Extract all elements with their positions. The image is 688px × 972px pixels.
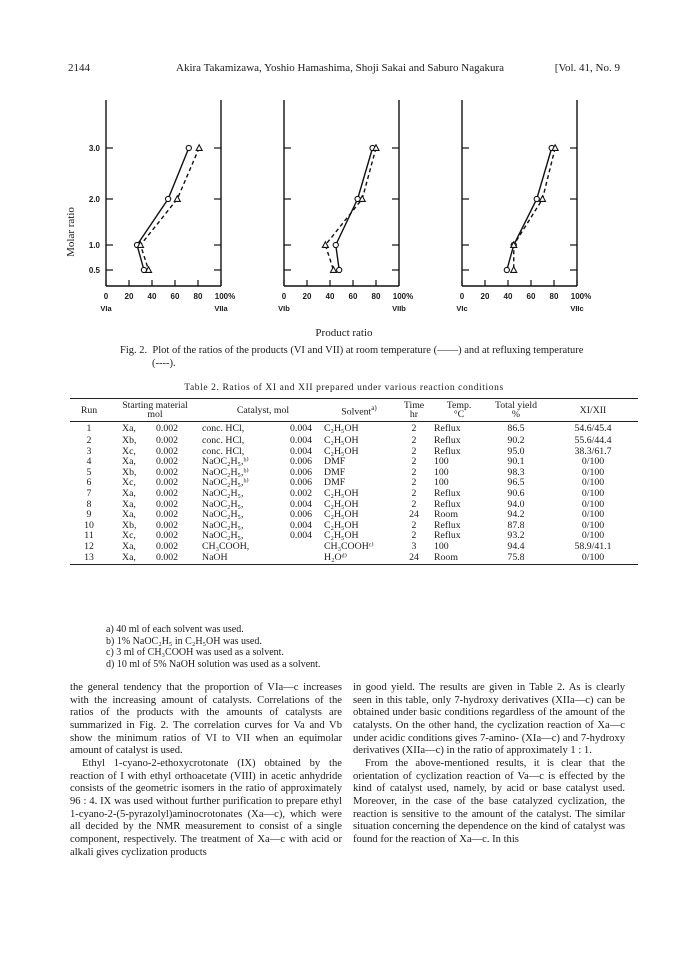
table-footnotes xyxy=(106,624,586,670)
catalyst-mol: 0.004 xyxy=(290,423,313,434)
cell-starting-material xyxy=(108,422,202,437)
cell-solvent: C₂H₅OH xyxy=(324,519,359,531)
cell-temp: Reflux xyxy=(434,498,461,510)
catalyst-name: NaOC₂H₅, xyxy=(202,530,244,542)
data-point-circle xyxy=(337,267,342,272)
x-tick-label: 0 xyxy=(103,292,109,301)
catalyst-name: NaOC₂H₅, xyxy=(202,498,244,510)
y-tick-label: 0.5 xyxy=(88,266,100,275)
catalyst-name: NaOC₂H₅,ᵇ⁾ xyxy=(202,477,249,489)
table-row xyxy=(70,422,638,437)
sm-name: Xc, xyxy=(122,445,136,457)
caption-number: Fig. 2. xyxy=(120,345,148,356)
header-catalyst: Catalyst, mol xyxy=(202,399,324,422)
cell-yield: 93.2 xyxy=(507,530,525,542)
cell-yield: 87.8 xyxy=(507,519,525,531)
cell-time: 2 xyxy=(411,487,417,499)
cell-run: 13 xyxy=(70,553,108,565)
catalyst-name: conc. HCl, xyxy=(202,435,245,446)
sm-name: Xc, xyxy=(122,530,136,542)
footnote-c: c) 3 ml of CH₃COOH was used as a solvent. xyxy=(106,647,284,659)
sm-name: Xa, xyxy=(122,540,136,552)
cell-ratio: 0/100 xyxy=(581,466,605,478)
cell-temp: Reflux xyxy=(434,445,461,457)
cell-starting-material xyxy=(108,436,202,447)
cell-run: 7 xyxy=(86,487,92,499)
cell-run: 3 xyxy=(86,445,92,457)
catalyst-name: NaOC₂H₅,ᵇ⁾ xyxy=(202,456,249,468)
cell-starting-material xyxy=(108,489,202,500)
header-sm-unit: mol xyxy=(147,409,163,420)
cell-run: 6 xyxy=(86,477,92,489)
cell-time: 2 xyxy=(411,530,417,542)
cell-ratio: 0/100 xyxy=(581,487,605,499)
header-xi-xii: XI/XII xyxy=(548,399,638,422)
sm-name: Xa, xyxy=(122,487,136,499)
catalyst-mol: 0.004 xyxy=(290,445,313,457)
sm-name: Xa, xyxy=(122,423,136,434)
cell-time: 2 xyxy=(411,423,417,434)
header-solvent-note: a) xyxy=(371,403,377,412)
cell-starting-material xyxy=(108,542,202,553)
data-point-triangle xyxy=(174,196,180,202)
catalyst-mol: 0.004 xyxy=(290,435,313,446)
cell-time: 24 xyxy=(394,553,434,565)
cell-time: 2 xyxy=(411,477,417,489)
cell-ratio: 0/100 xyxy=(581,498,605,510)
x-tick-label: 40 xyxy=(147,292,157,301)
x-tick-label: 0 xyxy=(459,292,465,301)
catalyst-name: conc. HCl, xyxy=(202,445,245,457)
sm-name: Xb, xyxy=(122,466,137,478)
data-point-triangle xyxy=(511,267,517,273)
data-point-triangle xyxy=(511,242,517,248)
table-title: Table 2. Ratios of XI and XII prepared under various reaction conditions xyxy=(184,383,504,393)
cell-yield: 94.2 xyxy=(507,509,525,521)
header-time-unit: hr xyxy=(409,409,419,420)
cell-solvent: C₂H₅OH xyxy=(324,530,359,542)
header-run: Run xyxy=(70,399,108,422)
x-tick-label: 20 xyxy=(480,292,490,301)
cell-solvent: C₂H₅OH xyxy=(324,435,359,446)
sm-mol: 0.002 xyxy=(156,445,179,457)
figure-2 xyxy=(64,92,624,324)
x-tick-label: 100% xyxy=(392,292,414,301)
x-tick-label: 80 xyxy=(193,292,203,301)
cell-ratio: 0/100 xyxy=(581,509,605,521)
cell-run: 1 xyxy=(86,423,92,434)
catalyst-name: NaOC₂H₅, xyxy=(202,487,244,499)
cell-temp: Reflux xyxy=(434,519,461,531)
cell-starting-material xyxy=(108,553,202,565)
sm-name: Xa, xyxy=(122,551,136,563)
header-yield xyxy=(484,399,548,422)
data-point-circle xyxy=(333,242,338,247)
table-2 xyxy=(70,398,638,565)
cell-solvent: C₂H₅OH xyxy=(324,423,359,434)
cell-time: 24 xyxy=(409,509,419,521)
y-tick-label: 1.0 xyxy=(88,241,100,250)
sm-name: Xa, xyxy=(122,498,136,510)
figure-caption xyxy=(120,344,590,370)
cell-ratio: 55.6/44.4 xyxy=(574,435,612,446)
header-starting-material xyxy=(108,399,202,422)
sm-mol: 0.002 xyxy=(156,540,179,552)
cell-run: 2 xyxy=(86,435,92,446)
catalyst-name: conc. HCl, xyxy=(202,423,245,434)
sm-name: Xb, xyxy=(122,519,137,531)
sm-mol: 0.002 xyxy=(156,551,179,563)
page-header xyxy=(68,62,620,76)
header-time-label: Time xyxy=(403,400,425,411)
cell-time: 2 xyxy=(411,456,417,468)
panel-label-vi: VIa xyxy=(100,304,112,313)
x-tick-label: 0 xyxy=(281,292,287,301)
cell-solvent: C₂H₅OH xyxy=(324,498,359,510)
catalyst-name: NaOH xyxy=(202,551,228,563)
cell-solvent: DMF xyxy=(324,456,346,468)
cell-ratio: 0/100 xyxy=(548,553,638,565)
cell-run: 12 xyxy=(84,540,94,552)
x-tick-label: 80 xyxy=(549,292,559,301)
panel-label-vi: VIb xyxy=(278,304,290,313)
cell-yield: 86.5 xyxy=(507,423,525,434)
cell-run: 4 xyxy=(86,456,92,468)
header-solvent xyxy=(324,399,394,422)
paragraph: the general tendency that the proportion of VIa—c increases with the increasing amount of catalysts. Correlations of the ratios of the products with the amounts of catalysts are summarized in Fig. 2. The correlation curves for Va and Vb show the minimum ratios of VI to VII when an equimolar amount of catalyst is used. xyxy=(70,682,342,757)
cell-ratio: 54.6/45.4 xyxy=(574,423,612,434)
cell-yield: 75.8 xyxy=(484,553,548,565)
running-title: Akira Takamizawa, Yoshio Hamashima, Shoji Sakai and Saburo Nagakura xyxy=(176,62,505,74)
x-tick-label: 100% xyxy=(214,292,236,301)
sm-mol: 0.002 xyxy=(156,456,179,468)
catalyst-mol: 0.006 xyxy=(290,466,313,478)
cell-temp: 100 xyxy=(434,540,449,552)
table-header-row xyxy=(70,399,638,422)
sm-mol: 0.002 xyxy=(156,509,179,521)
panel-label-vi: VIc xyxy=(456,304,468,313)
sm-mol: 0.002 xyxy=(156,435,179,446)
data-point-triangle xyxy=(359,196,365,202)
header-yield-label: Total yield xyxy=(494,400,538,411)
catalyst-mol: 0.006 xyxy=(290,509,313,521)
sm-mol: 0.002 xyxy=(156,466,179,478)
cell-temp: 100 xyxy=(434,477,449,489)
x-tick-label: 20 xyxy=(124,292,134,301)
cell-catalyst xyxy=(202,422,324,437)
sm-name: Xc, xyxy=(122,477,136,489)
sm-name: Xa, xyxy=(122,509,136,521)
x-axis-title: Product ratio xyxy=(315,327,373,339)
data-point-triangle xyxy=(540,196,546,202)
catalyst-name: NaOC₂H₅,ᵇ⁾ xyxy=(202,466,249,478)
cell-ratio: 0/100 xyxy=(581,477,605,489)
cell-solvent: CH₃COOHᶜ⁾ xyxy=(324,540,374,552)
cell-solvent: C₂H₅OH xyxy=(324,509,359,521)
footnote-a: a) 40 ml of each solvent was used. xyxy=(106,624,244,635)
footnote-d: d) 10 ml of 5% NaOH solution was used as a solvent. xyxy=(106,658,321,670)
x-tick-label: 100% xyxy=(570,292,592,301)
cell-ratio: 0/100 xyxy=(581,519,605,531)
cell-catalyst xyxy=(202,553,324,565)
cell-temp: Reflux xyxy=(434,530,461,542)
cell-temp: Reflux xyxy=(434,423,461,434)
sm-name: Xa, xyxy=(122,456,136,468)
cell-run: 8 xyxy=(86,498,92,510)
dashed-series-line xyxy=(325,148,376,270)
cell-temp: Room xyxy=(434,509,458,521)
data-point-triangle xyxy=(196,145,202,151)
cell-yield: 90.6 xyxy=(507,487,525,499)
cell-yield: 90.2 xyxy=(507,435,525,446)
sm-mol: 0.002 xyxy=(156,530,179,542)
cell-solvent: H₂Oᵈ⁾ xyxy=(324,553,394,565)
cell-time: 2 xyxy=(411,519,417,531)
cell-solvent: C₂H₅OH xyxy=(324,487,359,499)
y-tick-label: 2.0 xyxy=(88,195,100,204)
cell-run: 11 xyxy=(84,530,94,542)
cell-catalyst xyxy=(202,542,324,553)
paragraph: in good yield. The results are given in Table 2. As is clearly seen in this table, only 7-hydroxy derivatives (XIIa—c) can be obtained under basic conditions regardless of the amount of the catalysts. On the other hand, the cyclization reaction of Xa—c under acidic conditions gives 7-amino- (XIa—c) and 7-hydroxy derivatives (XIIa—c) in the ratio of approximately 1 : 1. xyxy=(353,682,625,757)
header-temp-label: Temp. xyxy=(446,400,472,411)
data-point-circle xyxy=(534,196,539,201)
x-tick-label: 40 xyxy=(325,292,335,301)
x-tick-label: 60 xyxy=(348,292,358,301)
sm-mol: 0.002 xyxy=(156,487,179,499)
dashed-series-line xyxy=(514,148,555,270)
cell-temp: 100 xyxy=(434,456,449,468)
cell-run: 9 xyxy=(86,509,92,521)
cell-ratio: 0/100 xyxy=(581,530,605,542)
data-point-circle xyxy=(504,267,509,272)
page-number: 2144 xyxy=(68,62,90,74)
sm-mol: 0.002 xyxy=(156,498,179,510)
y-tick-label: 3.0 xyxy=(88,144,100,153)
cell-temp: Reflux xyxy=(434,435,461,446)
cell-run: 5 xyxy=(86,466,92,478)
cell-yield: 94.0 xyxy=(507,498,525,510)
catalyst-mol: 0.006 xyxy=(290,477,313,489)
cell-time: 3 xyxy=(411,540,417,552)
cell-solvent: C₂H₅OH xyxy=(324,445,359,457)
panel-label-vii: VIIb xyxy=(392,304,406,313)
sm-name: Xb, xyxy=(122,435,137,446)
cell-run: 10 xyxy=(84,519,94,531)
x-tick-label: 60 xyxy=(170,292,180,301)
catalyst-mol: 0.004 xyxy=(290,530,313,542)
cell-yield: 98.3 xyxy=(507,466,525,478)
header-temp-unit: °C xyxy=(453,409,465,420)
data-point-triangle xyxy=(146,267,152,273)
catalyst-mol: 0.004 xyxy=(290,519,313,531)
dashed-series-line xyxy=(141,148,200,270)
catalyst-mol: 0.006 xyxy=(290,456,313,468)
volume-info: [Vol. 41, No. 9 xyxy=(554,62,620,74)
body-right-column xyxy=(353,682,625,847)
catalyst-mol: 0.002 xyxy=(290,487,313,499)
cell-ratio: 58.9/41.1 xyxy=(574,540,612,552)
data-point-circle xyxy=(186,145,191,150)
cell-ratio: 38.3/61.7 xyxy=(574,445,612,457)
catalyst-name: NaOC₂H₅, xyxy=(202,509,244,521)
cell-yield: 90.1 xyxy=(507,456,525,468)
table-row xyxy=(70,553,638,565)
sm-mol: 0.002 xyxy=(156,519,179,531)
cell-ratio: 0/100 xyxy=(581,456,605,468)
x-tick-label: 60 xyxy=(526,292,536,301)
x-tick-label: 20 xyxy=(302,292,312,301)
sm-mol: 0.002 xyxy=(156,477,179,489)
header-solvent-label: Solvent xyxy=(341,406,372,418)
x-tick-label: 80 xyxy=(371,292,381,301)
catalyst-name: NaOC₂H₅, xyxy=(202,519,244,531)
cell-yield: 96.5 xyxy=(507,477,525,489)
solid-series-line xyxy=(137,148,189,270)
y-axis-title: Molar ratio xyxy=(65,207,77,257)
header-temp xyxy=(434,399,484,422)
header-time xyxy=(394,399,434,422)
catalyst-name: CH₃COOH, xyxy=(202,540,250,552)
caption-text: Plot of the ratios of the products (VI and VII) at room temperature (——) and at refluxing temperature (----). xyxy=(152,345,584,369)
panel-label-vii: VIIc xyxy=(570,304,584,313)
sm-mol: 0.002 xyxy=(156,423,179,434)
cell-time: 2 xyxy=(411,445,417,457)
cell-time: 2 xyxy=(411,466,417,478)
header-sm-label: Starting material xyxy=(122,400,188,411)
data-point-triangle xyxy=(330,267,336,273)
cell-time: 2 xyxy=(411,498,417,510)
header-yield-unit: % xyxy=(511,409,521,420)
cell-yield: 94.4 xyxy=(507,540,525,552)
catalyst-mol: 0.004 xyxy=(290,498,313,510)
cell-temp: Reflux xyxy=(434,487,461,499)
cell-temp: 100 xyxy=(434,466,449,478)
paragraph: Ethyl 1-cyano-2-ethoxycrotonate (IX) obtained by the reaction of I with ethyl orthoacetate (VIII) in acetic anhydride consists of the geometric isomers in the ratio of approximately 96 : 4. IX was used without further purification to prepare ethyl 1-cyano-2-(5-pyrazolyl)aminocrotonates (Xa—c), which were all decided by the NMR measurement to consist of a single component, respectively. The treatment of Xa—c with acid or alkali gives cyclization products xyxy=(70,757,342,858)
cell-time: 2 xyxy=(411,435,417,446)
body-left-column xyxy=(70,682,342,859)
cell-yield: 95.0 xyxy=(507,445,525,457)
data-point-circle xyxy=(166,196,171,201)
cell-solvent: DMF xyxy=(324,477,346,489)
x-tick-label: 40 xyxy=(503,292,513,301)
footnote-b: b) 1% NaOC₂H₅ in C₂H₅OH was used. xyxy=(106,635,262,647)
panel-label-vii: VIIa xyxy=(214,304,228,313)
paragraph: From the above-mentioned results, it is clear that the orientation of cyclization reaction of Va—c is effected by the kind of catalyst used, namely, by acid or base catalyst used. Moreover, in the case of the base catalyzed cyclization, the reaction is sensitive to the amount of the catalyst. The similar situation concerning the dependence on the kind of catalyst was found for the reaction of Xa—c. In this xyxy=(353,757,625,845)
cell-solvent: DMF xyxy=(324,466,346,478)
cell-temp: Room xyxy=(434,553,484,565)
